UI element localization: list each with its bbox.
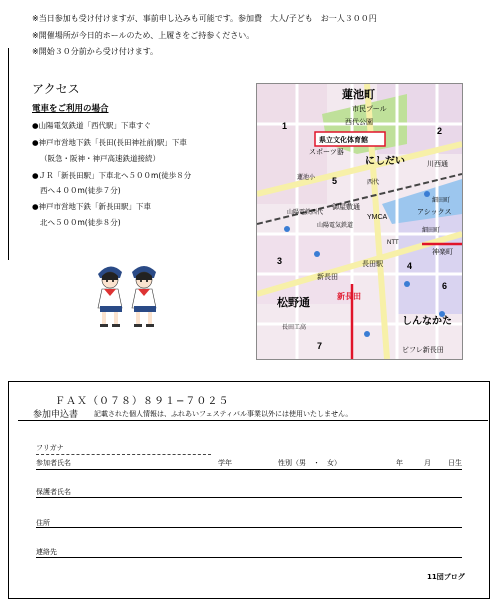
map-label-nishidai-2: 西代 (367, 180, 380, 186)
map-label-hasuike-st: 蓮池小 (297, 175, 316, 181)
children-illustration (92, 258, 162, 330)
map-label-pool: 市民プール (352, 106, 387, 113)
map-label-ntt: NTT (387, 240, 399, 246)
map-label-nishidai: にしだい (365, 156, 405, 167)
left-divider (8, 48, 9, 260)
map-label-sports: スポーツ器 (309, 149, 344, 156)
map-label-gorou: 御屋敷通 (332, 204, 360, 211)
map-block-number: 4 (407, 261, 413, 271)
map-label-yamate: 山陽電鉄西代 (287, 210, 324, 216)
map-label-nagata-kou: 長田工高 (282, 325, 307, 331)
map-block-number: 5 (332, 176, 338, 186)
map-label-biffle: ビフレ新長田 (402, 347, 444, 354)
map-label-shinnakata: しんなかた (402, 316, 452, 327)
map-label-matsuno: 松野通 (277, 297, 310, 309)
route-item: ●神戸市営地下鉄「長田(長田神社前)駅」下車 (32, 138, 187, 147)
route-item: 西へ４００m(徒歩７分) (40, 186, 121, 195)
guardian-name-label: 保護者氏名 (36, 488, 71, 496)
map-label-sanyo: 山陽電気鉄道 (317, 223, 354, 229)
child-left-figure (98, 266, 122, 327)
route-item: （阪急・阪神・神戸高速鉄道接続） (40, 154, 160, 163)
contact-field[interactable] (36, 557, 462, 558)
map-label-hosoda: 細田町 (432, 198, 451, 204)
privacy-note: 記載された個人情報は、ふれあいフェスティバル事業以外には使用いたしません。 (94, 410, 353, 418)
map-label-kawanishi: 川西通 (427, 161, 448, 168)
map-label-kagura: 神楽町 (432, 249, 453, 256)
route-item: ●山陽電気鉄道「西代駅」下車すぐ (32, 121, 152, 130)
access-map (256, 83, 463, 360)
furigana-label: フリガナ (36, 444, 64, 452)
map-block-number: 3 (277, 256, 283, 266)
birth-month-label: 月 (424, 459, 431, 467)
map-label-nagata-st: 長田駅 (362, 261, 383, 268)
participant-name-field[interactable] (36, 469, 462, 470)
contact-label: 連絡先 (36, 548, 57, 556)
map-label-park: 西代公園 (345, 119, 373, 126)
birth-day-label: 日生 (448, 459, 462, 467)
map-block-number: 6 (442, 281, 448, 291)
map-block-number: 1 (282, 121, 288, 131)
form-title: 参加申込書 (33, 410, 79, 420)
note-shoes: ※開催場所が今日的ホールのため、上履きをご持参ください。 (32, 31, 255, 40)
grade-label: 学年 (218, 459, 232, 467)
route-item: 北へ５００m(徒歩８分) (40, 218, 121, 227)
map-graphic (257, 84, 462, 359)
brand-label: 11団ブログ (427, 573, 465, 581)
participant-name-label: 参加者氏名 (36, 459, 71, 467)
route-item: ●ＪＲ「新長田駅」下車北へ５００m(徒歩８分 (32, 171, 192, 180)
map-block-number: 2 (437, 126, 443, 136)
child-right-figure (132, 266, 156, 327)
fax-number: ＦＡＸ（０７８）８９１−７０２５ (55, 396, 230, 407)
map-block-number: 7 (317, 341, 323, 351)
train-subheading: 電車をご利用の場合 (32, 104, 109, 114)
map-label-venue: 県立文化体育館 (319, 137, 368, 144)
furigana-line (36, 454, 211, 455)
map-label-shinnagata: 新長田 (337, 292, 361, 301)
map-label-shinnagata-2: 新長田 (317, 274, 338, 281)
gender-label: 性別（男 ・ 女） (278, 459, 341, 467)
map-label-hasuike: 蓮池町 (342, 89, 375, 101)
access-title: アクセス (32, 82, 80, 96)
map-label-asics: アシックス (417, 209, 452, 216)
map-label-hosoda2: 細田町 (422, 228, 441, 234)
address-field[interactable] (36, 527, 462, 528)
address-label: 住所 (36, 519, 50, 527)
route-item: ●神戸市営地下鉄「新長田駅」下車 (32, 202, 152, 211)
note-fee: ※当日参加も受け付けますが、事前申し込みも可能です。参加費 大人/子ども お一人３００円 (32, 14, 377, 23)
birth-year-label: 年 (396, 459, 403, 467)
map-label-ymca: YMCA (367, 214, 388, 221)
guardian-name-field[interactable] (36, 497, 462, 498)
form-divider (18, 420, 488, 421)
note-reception: ※開始３０分前から受け付けます。 (32, 47, 159, 56)
